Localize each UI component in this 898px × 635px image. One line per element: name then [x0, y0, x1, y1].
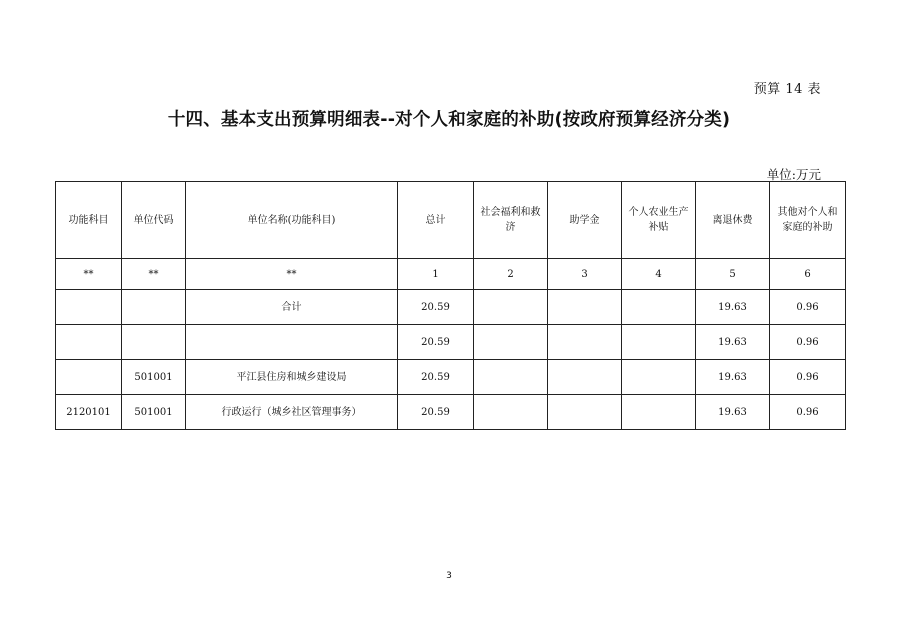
table-cell: 19.63 — [696, 325, 770, 360]
table-cell — [122, 290, 186, 325]
index-cell: 6 — [770, 259, 846, 290]
table-cell — [122, 325, 186, 360]
table-cell — [474, 360, 548, 395]
table-cell: 20.59 — [398, 360, 474, 395]
table-cell: 501001 — [122, 395, 186, 430]
table-number: 预算 14 表 — [753, 82, 821, 97]
page-title: 十四、基本支出预算明细表--对个人和家庭的补助(按政府预算经济分类) — [167, 110, 731, 130]
budget-table — [55, 181, 846, 430]
table-cell — [622, 290, 696, 325]
table-cell: 2120101 — [56, 395, 122, 430]
index-row — [56, 259, 846, 290]
table-cell: 501001 — [122, 360, 186, 395]
table-cell — [56, 325, 122, 360]
table-cell — [474, 290, 548, 325]
table-row — [56, 395, 846, 430]
table-cell: 0.96 — [770, 360, 846, 395]
table-cell — [622, 325, 696, 360]
table-cell: 19.63 — [696, 395, 770, 430]
table-cell — [56, 360, 122, 395]
header-row — [56, 182, 846, 259]
table-row — [56, 290, 846, 325]
table-cell — [548, 360, 622, 395]
col-header-scholarship: 助学金 — [548, 182, 622, 259]
table-cell: 合计 — [186, 290, 398, 325]
table-cell — [474, 325, 548, 360]
index-cell: 1 — [398, 259, 474, 290]
index-cell: 4 — [622, 259, 696, 290]
index-cell: ** — [56, 259, 122, 290]
index-cell: ** — [122, 259, 186, 290]
table-cell — [474, 395, 548, 430]
col-header-function-subject: 功能科目 — [56, 182, 122, 259]
table-cell: 0.96 — [770, 395, 846, 430]
index-cell: 2 — [474, 259, 548, 290]
page-number: 3 — [446, 571, 452, 581]
index-cell: 5 — [696, 259, 770, 290]
table-cell: 20.59 — [398, 290, 474, 325]
table-cell: 19.63 — [696, 360, 770, 395]
table-row — [56, 325, 846, 360]
table-cell — [622, 360, 696, 395]
table-cell — [548, 395, 622, 430]
table-cell: 20.59 — [398, 395, 474, 430]
table-cell: 0.96 — [770, 290, 846, 325]
col-header-unit-code: 单位代码 — [122, 182, 186, 259]
table-row — [56, 360, 846, 395]
table-cell: 20.59 — [398, 325, 474, 360]
table-cell — [548, 325, 622, 360]
col-header-retirement: 离退休费 — [696, 182, 770, 259]
table-cell: 0.96 — [770, 325, 846, 360]
col-header-agri-subsidy: 个人农业生产补贴 — [622, 182, 696, 259]
col-header-other-subsidy: 其他对个人和家庭的补助 — [770, 182, 846, 259]
table-cell — [622, 395, 696, 430]
table-cell — [548, 290, 622, 325]
col-header-social-welfare: 社会福利和救济 — [474, 182, 548, 259]
index-cell: ** — [186, 259, 398, 290]
table-cell: 平江县住房和城乡建设局 — [186, 360, 398, 395]
unit-label: 单位:万元 — [766, 167, 821, 182]
table-cell: 行政运行（城乡社区管理事务） — [186, 395, 398, 430]
col-header-total: 总计 — [398, 182, 474, 259]
col-header-unit-name: 单位名称(功能科目) — [186, 182, 398, 259]
index-cell: 3 — [548, 259, 622, 290]
table-cell — [56, 290, 122, 325]
table-cell: 19.63 — [696, 290, 770, 325]
table-cell — [186, 325, 398, 360]
